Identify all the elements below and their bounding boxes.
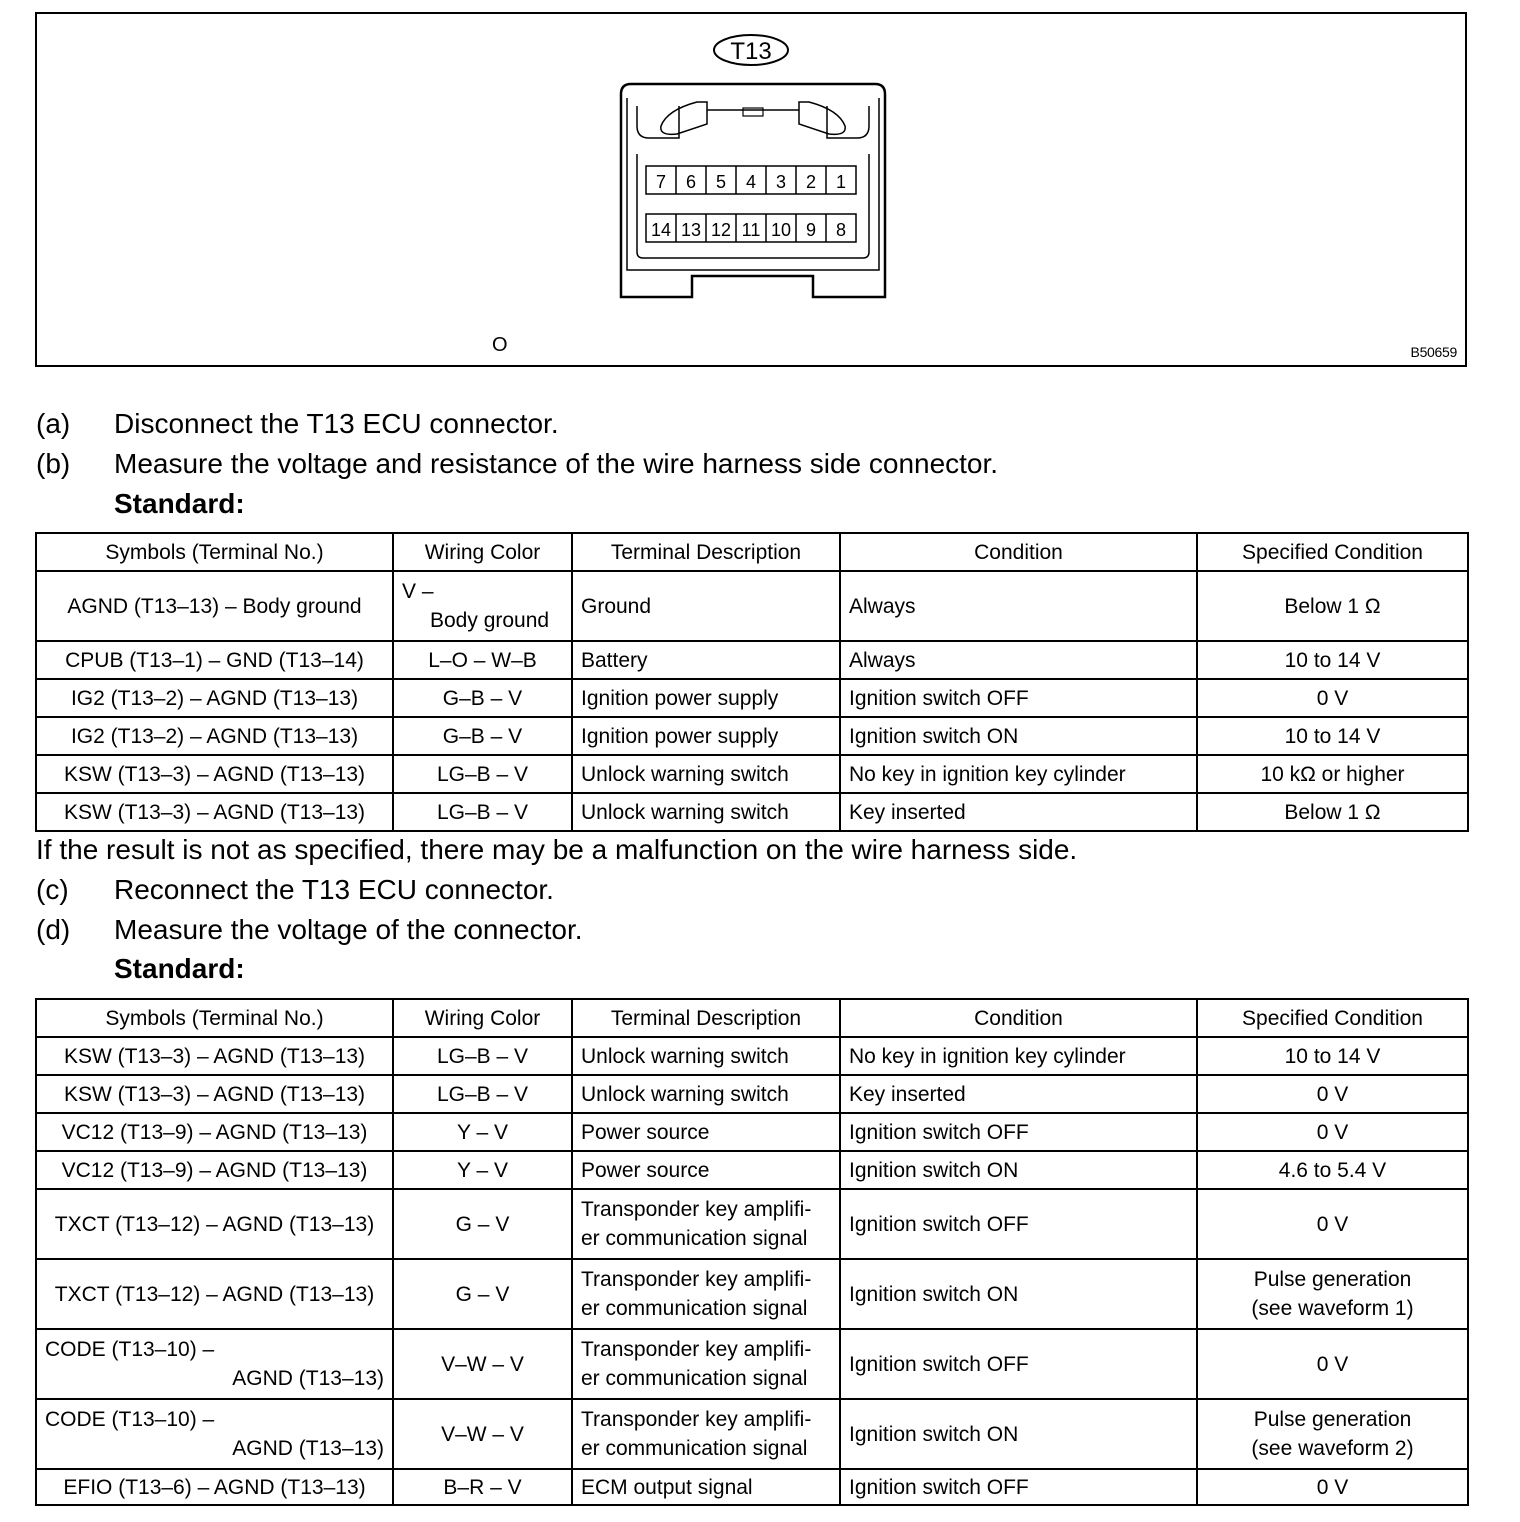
table-row [36, 1259, 1468, 1329]
cell-symbols: IG2 (T13–2) – AGND (T13–13) [36, 679, 393, 717]
figure-mark: O [492, 334, 508, 356]
header-symbols: Symbols (Terminal No.) [36, 999, 393, 1037]
cell-text: CODE (T13–10) – [45, 1408, 215, 1431]
pin-label: 4 [745, 172, 757, 192]
cell-condition: Always [840, 641, 1197, 679]
cell-symbols [36, 1399, 393, 1469]
cell-wiring-color: LG–B – V [393, 1075, 572, 1113]
pin-label: 1 [835, 172, 847, 192]
cell-description: Unlock warning switch [572, 755, 840, 793]
step-b [36, 446, 998, 482]
cell-description: Unlock warning switch [572, 793, 840, 831]
cell-wiring-color: LG–B – V [393, 755, 572, 793]
step-a-label: (a) [36, 408, 71, 439]
cell-wiring-color: G–B – V [393, 679, 572, 717]
cell-description: ECM output signal [572, 1469, 840, 1505]
cell-condition: Ignition switch OFF [840, 1189, 1197, 1259]
step-c [36, 872, 554, 908]
cell-specified [1197, 1399, 1468, 1469]
pin-label: 13 [680, 220, 702, 240]
connector-label: T13 [730, 38, 772, 65]
cell-symbols: KSW (T13–3) – AGND (T13–13) [36, 1037, 393, 1075]
cell-condition: No key in ignition key cylinder [840, 1037, 1197, 1075]
table-row [36, 1151, 1468, 1189]
cell-wiring-color: G – V [393, 1259, 572, 1329]
table-row [36, 755, 1468, 793]
table-row [36, 793, 1468, 831]
pin-label: 3 [775, 172, 787, 192]
cell-specified: 0 V [1197, 1189, 1468, 1259]
pin-label: 8 [835, 220, 847, 240]
pin-row-top [646, 166, 856, 194]
table-header-row [36, 999, 1468, 1037]
cell-wiring-color: LG–B – V [393, 793, 572, 831]
cell-condition: Ignition switch ON [840, 1259, 1197, 1329]
step-d-text: Measure the voltage of the connector. [114, 914, 583, 945]
cell-description [572, 1399, 840, 1469]
step-d [36, 912, 583, 948]
cell-specified: 0 V [1197, 679, 1468, 717]
header-terminal-description: Terminal Description [572, 999, 840, 1037]
step-c-text: Reconnect the T13 ECU connector. [114, 874, 554, 905]
cell-specified: 10 to 14 V [1197, 717, 1468, 755]
cell-symbols: CPUB (T13–1) – GND (T13–14) [36, 641, 393, 679]
cell-symbols: EFIO (T13–6) – AGND (T13–13) [36, 1469, 393, 1505]
cell-specified [1197, 1259, 1468, 1329]
pin-label: 12 [710, 220, 732, 240]
cell-text: Pulse generation [1253, 1408, 1412, 1431]
resistance-voltage-table [35, 532, 1469, 832]
cell-description [572, 1329, 840, 1399]
voltage-table [35, 998, 1469, 1506]
table-row [36, 571, 1468, 641]
step-b-label: (b) [36, 448, 71, 479]
cell-description: Unlock warning switch [572, 1037, 840, 1075]
cell-text: Pulse generation [1253, 1268, 1412, 1291]
cell-condition: No key in ignition key cylinder [840, 755, 1197, 793]
cell-description: Unlock warning switch [572, 1075, 840, 1113]
pin-label: 11 [741, 220, 761, 240]
cell-condition: Ignition switch OFF [840, 1469, 1197, 1505]
cell-symbols: TXCT (T13–12) – AGND (T13–13) [36, 1189, 393, 1259]
cell-wiring-color: V–W – V [393, 1399, 572, 1469]
step-a-text: Disconnect the T13 ECU connector. [114, 408, 559, 439]
cell-description [572, 1189, 840, 1259]
cell-text: er communication signal [581, 1437, 808, 1460]
table-row [36, 1037, 1468, 1075]
header-symbols: Symbols (Terminal No.) [36, 533, 393, 571]
cell-symbols: VC12 (T13–9) – AGND (T13–13) [36, 1113, 393, 1151]
cell-symbols: TXCT (T13–12) – AGND (T13–13) [36, 1259, 393, 1329]
cell-symbols: KSW (T13–3) – AGND (T13–13) [36, 793, 393, 831]
table-row [36, 1469, 1468, 1505]
header-wiring-color: Wiring Color [393, 999, 572, 1037]
cell-description: Ignition power supply [572, 717, 840, 755]
figure-code: B50659 [1410, 344, 1457, 360]
cell-text: (see waveform 2) [1251, 1437, 1414, 1460]
cell-description: Ground [572, 571, 840, 641]
cell-text: Transponder key amplifi- [581, 1408, 812, 1431]
pin-label: 5 [715, 172, 727, 192]
cell-specified: 0 V [1197, 1469, 1468, 1505]
cell-wiring-color: V–W – V [393, 1329, 572, 1399]
cell-description: Battery [572, 641, 840, 679]
cell-specified: Below 1 Ω [1197, 571, 1468, 641]
step-c-label: (c) [36, 874, 69, 905]
result-note: If the result is not as specified, there may be a malfunction on the wire harness side. [36, 834, 1078, 865]
pin-label: 6 [685, 172, 697, 192]
cell-text: er communication signal [581, 1367, 808, 1390]
cell-specified: Below 1 Ω [1197, 793, 1468, 831]
cell-text: Transponder key amplifi- [581, 1198, 812, 1221]
cell-symbols: KSW (T13–3) – AGND (T13–13) [36, 1075, 393, 1113]
cell-specified: 0 V [1197, 1329, 1468, 1399]
pin-label: 9 [805, 220, 817, 240]
cell-symbols: AGND (T13–13) – Body ground [36, 571, 393, 641]
cell-condition: Key inserted [840, 1075, 1197, 1113]
cell-condition: Key inserted [840, 793, 1197, 831]
cell-condition: Ignition switch ON [840, 1399, 1197, 1469]
pin-label: 2 [805, 172, 817, 192]
table-row [36, 1113, 1468, 1151]
table-row [36, 717, 1468, 755]
cell-text: AGND (T13–13) [232, 1437, 384, 1460]
cell-wiring-color: Y – V [393, 1151, 572, 1189]
pin-label: 14 [650, 220, 672, 240]
standard-heading-2: Standard: [114, 953, 245, 984]
cell-specified: 0 V [1197, 1113, 1468, 1151]
pin-row-bottom [646, 214, 856, 242]
header-condition: Condition [840, 999, 1197, 1037]
cell-symbols: IG2 (T13–2) – AGND (T13–13) [36, 717, 393, 755]
cell-description: Power source [572, 1113, 840, 1151]
header-specified-condition: Specified Condition [1197, 533, 1468, 571]
pin-label: 10 [770, 220, 792, 240]
cell-description: Power source [572, 1151, 840, 1189]
connector-diagram [37, 14, 1465, 365]
header-terminal-description: Terminal Description [572, 533, 840, 571]
cell-text: CODE (T13–10) – [45, 1338, 215, 1361]
cell-wiring-color: B–R – V [393, 1469, 572, 1505]
cell-wiring-color: G–B – V [393, 717, 572, 755]
header-specified-condition: Specified Condition [1197, 999, 1468, 1037]
cell-wiring-color [393, 571, 572, 641]
connector-figure [35, 12, 1467, 367]
header-condition: Condition [840, 533, 1197, 571]
table-header-row [36, 533, 1468, 571]
cell-condition: Ignition switch OFF [840, 1113, 1197, 1151]
cell-specified: 0 V [1197, 1075, 1468, 1113]
cell-symbols: VC12 (T13–9) – AGND (T13–13) [36, 1151, 393, 1189]
table-row [36, 679, 1468, 717]
table-row [36, 1075, 1468, 1113]
cell-description [572, 1259, 840, 1329]
table-row [36, 1189, 1468, 1259]
cell-wiring-color: Y – V [393, 1113, 572, 1151]
cell-text: AGND (T13–13) [232, 1367, 384, 1390]
cell-text: Transponder key amplifi- [581, 1268, 812, 1291]
cell-specified: 10 kΩ or higher [1197, 755, 1468, 793]
cell-wiring-color: L–O – W–B [393, 641, 572, 679]
cell-symbols [36, 1329, 393, 1399]
table-row [36, 1329, 1468, 1399]
cell-condition: Ignition switch OFF [840, 1329, 1197, 1399]
cell-text: er communication signal [581, 1227, 808, 1250]
step-d-label: (d) [36, 914, 71, 945]
table-row [36, 1399, 1468, 1469]
cell-text: er communication signal [581, 1297, 808, 1320]
cell-specified: 4.6 to 5.4 V [1197, 1151, 1468, 1189]
cell-condition: Ignition switch ON [840, 1151, 1197, 1189]
cell-wiring-color: G – V [393, 1189, 572, 1259]
table-row [36, 641, 1468, 679]
cell-description: Ignition power supply [572, 679, 840, 717]
cell-condition: Ignition switch OFF [840, 679, 1197, 717]
cell-wiring-color: LG–B – V [393, 1037, 572, 1075]
cell-text: Transponder key amplifi- [581, 1338, 812, 1361]
cell-specified: 10 to 14 V [1197, 641, 1468, 679]
header-wiring-color: Wiring Color [393, 533, 572, 571]
cell-symbols: KSW (T13–3) – AGND (T13–13) [36, 755, 393, 793]
cell-condition: Ignition switch ON [840, 717, 1197, 755]
cell-text: Body ground [430, 609, 550, 632]
step-b-text: Measure the voltage and resistance of the wire harness side connector. [114, 448, 999, 479]
cell-text: (see waveform 1) [1251, 1297, 1414, 1320]
cell-specified: 10 to 14 V [1197, 1037, 1468, 1075]
cell-text: V – [402, 580, 434, 603]
cell-condition: Always [840, 571, 1197, 641]
step-a [36, 406, 559, 442]
pin-label: 7 [655, 172, 667, 192]
standard-heading-1: Standard: [114, 488, 245, 519]
